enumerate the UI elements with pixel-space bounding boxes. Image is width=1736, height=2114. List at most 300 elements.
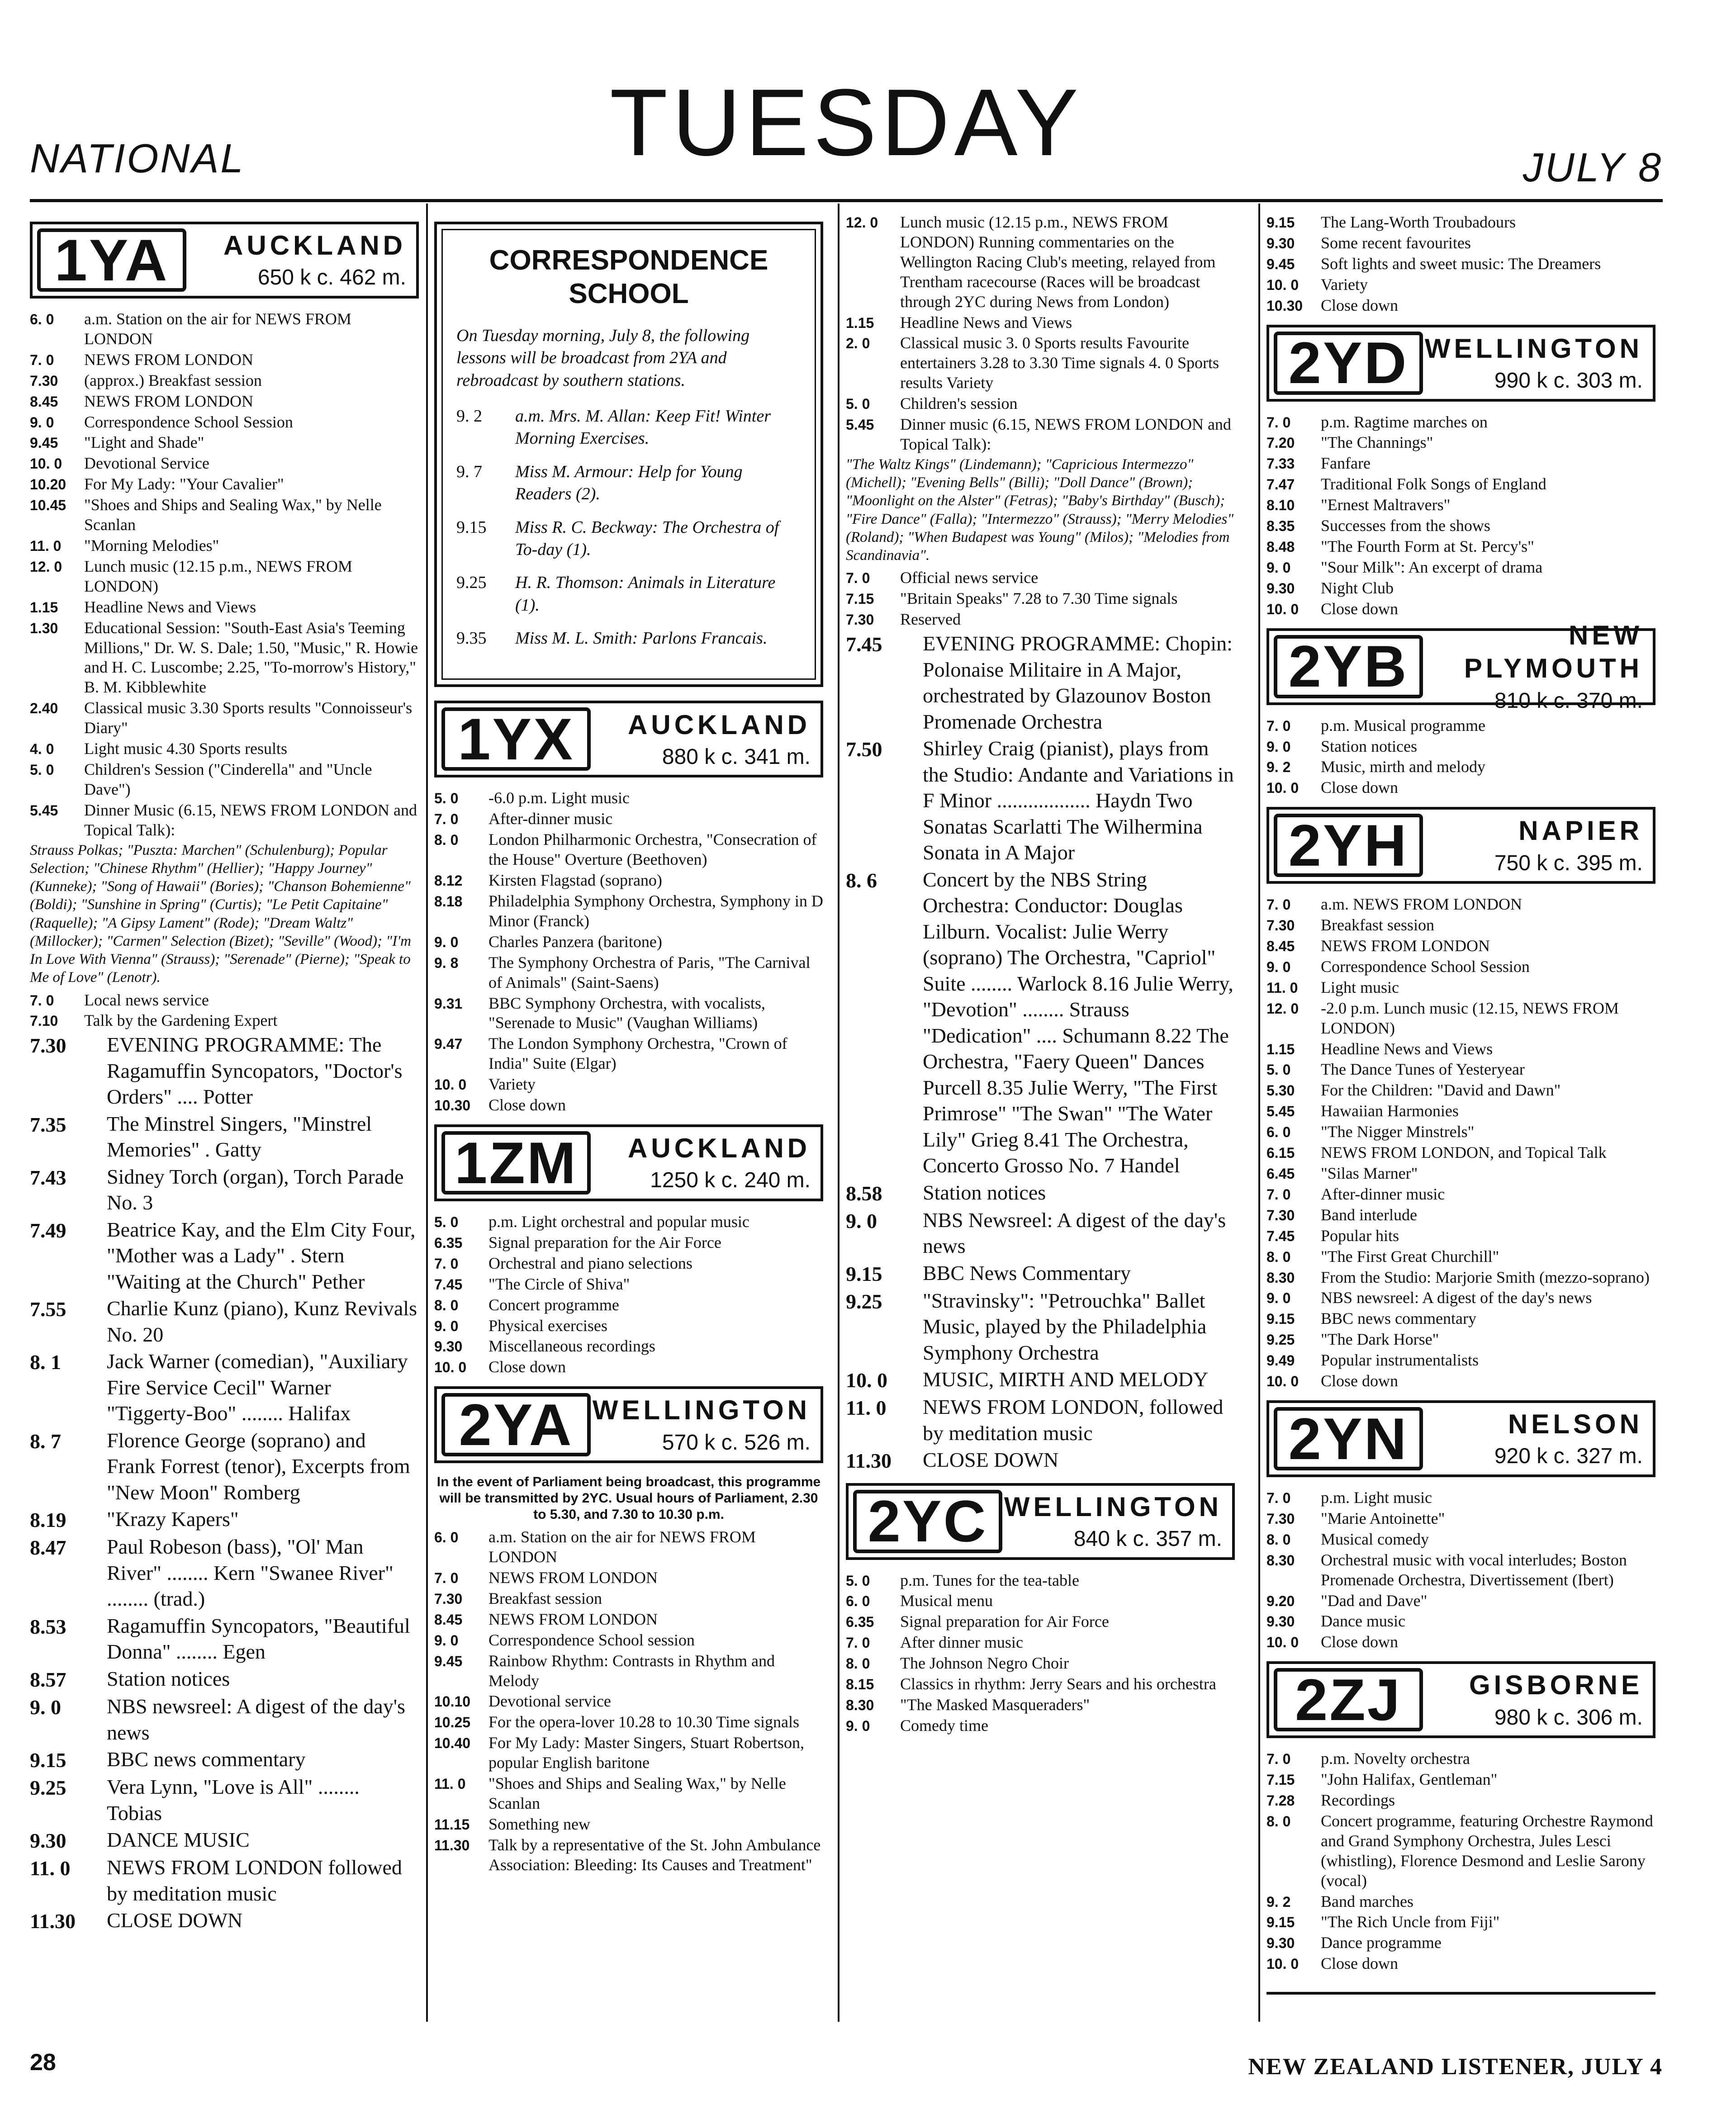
entry-time: 8. 1 [30, 1351, 61, 1374]
schedule-entry [30, 1746, 419, 1773]
entry-time: 11.30 [434, 1837, 470, 1853]
entry-time: 12. 0 [1266, 1000, 1299, 1017]
schedule-entry [30, 1217, 419, 1295]
schedule-entry [1266, 716, 1655, 736]
entry-time: 7.15 [846, 591, 874, 607]
schedule-entry [434, 1631, 823, 1650]
entry-text: Traditional Folk Songs of England [1321, 475, 1546, 493]
schedule-entry [846, 1394, 1235, 1446]
entry-time: 5.45 [846, 417, 874, 433]
entry-text: "Stravinsky": "Petrouchka" Ballet Music, played by the Philadelphia Symphony Orchestra [923, 1289, 1207, 1364]
entry-time: 8.10 [1266, 497, 1295, 514]
schedule-entry [30, 1666, 419, 1692]
schedule-entry [1266, 936, 1655, 956]
schedule-entry [30, 1295, 419, 1347]
schedule-entry [846, 568, 1235, 588]
schedule-entry [30, 371, 419, 391]
schedule-entry [434, 1316, 823, 1336]
entry-text: NEWS FROM LONDON [84, 350, 254, 369]
column-4 [1266, 213, 1655, 1999]
schedule-entry [456, 405, 801, 450]
schedule-entry [1266, 1226, 1655, 1246]
entry-time: 11.30 [30, 1910, 76, 1933]
entry-text: The Symphony Orchestra of Paris, "The Carnival of Animals" (Saint-Saens) [489, 953, 811, 991]
entry-time: 6.15 [1266, 1145, 1295, 1161]
schedule-entry [30, 698, 419, 738]
schedule-entry [30, 536, 419, 556]
entry-text: p.m. Novelty orchestra [1321, 1749, 1470, 1768]
entry-text: BBC news commentary [107, 1748, 306, 1771]
schedule-entry [1266, 1288, 1655, 1308]
entry-text: MUSIC, MIRTH AND MELODY [923, 1368, 1209, 1391]
schedule-list [846, 1571, 1235, 1736]
schedule-entry [1266, 915, 1655, 935]
entry-text: p.m. Ragtime marches on [1321, 412, 1488, 431]
entry-time: 10.40 [434, 1735, 471, 1752]
schedule-entry [434, 1275, 823, 1294]
column-divider [838, 204, 840, 2022]
schedule-list [30, 309, 419, 840]
schedule-entry [30, 412, 419, 432]
schedule-entry [1266, 895, 1655, 915]
station-logo: 2YC [853, 1490, 1002, 1553]
entry-text: "Light and Shade" [84, 433, 204, 452]
entry-time: 10. 0 [1266, 780, 1299, 796]
schedule-entry [1266, 495, 1655, 515]
entry-time: 10. 0 [1266, 1373, 1299, 1390]
entry-text: Miss M. Armour: Help for Young Readers (2). [515, 462, 743, 504]
column-1 [30, 213, 419, 1999]
entry-time: 9.31 [434, 995, 463, 1012]
schedule-entry [434, 1733, 823, 1773]
entry-time: 8.15 [846, 1676, 874, 1693]
entry-text: Miss R. C. Beckway: The Orchestra of To-day (1). [515, 517, 779, 559]
entry-text: DANCE MUSIC [107, 1828, 250, 1852]
entry-time: 9. 0 [30, 1696, 61, 1719]
station-city: AUCKLAND [223, 230, 406, 261]
entry-text: EVENING PROGRAMME: The Ragamuffin Syncopators, "Doctor's Orders" .... Potter [107, 1033, 403, 1109]
entry-text: The Minstrel Singers, "Minstrel Memories" . Gatty [107, 1112, 372, 1161]
entry-time: 8.48 [1266, 538, 1295, 555]
entry-time: 9.45 [1266, 256, 1295, 272]
entry-text: H. R. Thomson: Animals in Literature (1). [515, 573, 776, 615]
entry-text: Station notices [1321, 737, 1417, 755]
entry-text: "Dad and Dave" [1321, 1591, 1428, 1610]
entry-text: a.m. Station on the air for NEWS FROM LONDON [84, 310, 351, 348]
entry-time: 6.35 [434, 1234, 463, 1251]
station-box [1266, 1400, 1655, 1477]
entry-time: 9.25 [30, 1776, 66, 1800]
entry-time: 7.30 [434, 1590, 463, 1607]
entry-text: "Krazy Kapers" [107, 1507, 239, 1531]
schedule-list [846, 213, 1235, 455]
schedule-entry [1266, 757, 1655, 777]
entry-text: BBC news commentary [1321, 1309, 1476, 1328]
entry-time: 8.30 [1266, 1269, 1295, 1286]
entry-text: Successes from the shows [1321, 517, 1490, 535]
entry-text: NEWS FROM LONDON followed by meditation music [107, 1856, 402, 1905]
entry-time: 4. 0 [30, 741, 54, 758]
schedule-entry [434, 871, 823, 891]
entry-text: Official news service [900, 569, 1039, 587]
schedule-entry [846, 1207, 1235, 1259]
schedule-entry [1266, 1791, 1655, 1811]
schedule-entry [1266, 1122, 1655, 1142]
dinner-music-list: "The Waltz Kings" (Lindemann); "Capricious Intermezzo" (Michell); "Evening Bells" (Billi); "Doll Dance" (Brown); "Moonlight on the Alster" (Fetras); "Baby's Birthday" (Busch); "Fire Dance" (Falla); "Intermezzo" (Strauss); "Merry Melodies" (Roland); "When Budapest was Young" (Milos); "Melodies from Scandinavia". [846, 456, 1234, 564]
entry-time: 9.25 [846, 1289, 882, 1313]
entry-text: Lunch music (12.15 p.m., NEWS FROM LONDON) [84, 557, 352, 595]
entry-text: NBS newsreel: A digest of the day's news [107, 1695, 405, 1744]
entry-text: "Shoes and Ships and Sealing Wax," by Nelle Scanlan [489, 1774, 786, 1812]
entry-text: Talk by a representative of the St. John Ambulance Association: Bleeding: Its Causes and Treatment" [489, 1835, 821, 1874]
entry-text: Children's Session ("Cinderella" and "Uncle Dave") [84, 760, 372, 798]
station-logo: 2ZJ [1274, 1668, 1423, 1731]
entry-time: 6. 0 [434, 1529, 459, 1546]
schedule-entry [434, 788, 823, 808]
schedule-entry [434, 1610, 823, 1630]
station-box [434, 1124, 823, 1201]
entry-text: "Morning Melodies" [84, 536, 219, 555]
entry-time: 11. 0 [846, 1396, 887, 1420]
schedule-entry [846, 630, 1235, 735]
schedule-entry [1266, 1530, 1655, 1550]
station-logo: 1ZM [441, 1131, 591, 1194]
schedule-entry [846, 867, 1235, 1179]
entry-text: After dinner music [900, 1633, 1023, 1652]
entry-text: Orchestral and piano selections [489, 1254, 693, 1272]
entry-text: "The Fourth Form at St. Percy's" [1321, 537, 1534, 555]
schedule-entry [30, 1854, 419, 1906]
schedule-entry [1266, 1770, 1655, 1790]
station-frequency: 840 k c. 357 m. [1073, 1526, 1222, 1551]
schedule-entry [434, 1075, 823, 1095]
schedule-entry [434, 1651, 823, 1691]
entry-time: 10. 0 [1266, 1634, 1299, 1651]
entry-time: 7.55 [30, 1298, 66, 1321]
entry-time: 10.25 [434, 1714, 471, 1731]
entry-text: p.m. Musical programme [1321, 716, 1485, 735]
schedule-entry [434, 1589, 823, 1609]
entry-text: Popular instrumentalists [1321, 1351, 1479, 1370]
station-box [1266, 807, 1655, 884]
schedule-entry [846, 1288, 1235, 1366]
entry-text: Light music [1321, 978, 1399, 996]
entry-text: p.m. Light music [1321, 1488, 1432, 1507]
entry-text: NEWS FROM LONDON [489, 1610, 658, 1628]
entry-text: BBC News Commentary [923, 1261, 1131, 1285]
entry-text: Orchestral music with vocal interludes; Boston Promenade Orchestra, Divertissement (Ibert) [1321, 1550, 1627, 1589]
schedule-entry [846, 1366, 1235, 1393]
schedule-entry [1266, 978, 1655, 998]
entry-text: "Shoes and Ships and Sealing Wax," by Nelle Scanlan [84, 496, 382, 534]
schedule-entry [1266, 1330, 1655, 1350]
entry-text: Recordings [1321, 1791, 1395, 1810]
schedule-entry [846, 1633, 1235, 1653]
entry-time: 8.45 [30, 393, 58, 410]
schedule-entry [30, 618, 419, 698]
entry-time: 8.47 [30, 1536, 66, 1559]
station-frequency: 810 k c. 370 m. [1494, 688, 1643, 713]
entry-text: Lunch music (12.15 p.m., NEWS FROM LONDON) Running commentaries on the Wellington Racing Club's meeting, relayed from Trentham racecourse (Races will be broadcast through 2YC during News from London) [900, 213, 1216, 311]
schedule-entry [1266, 1509, 1655, 1529]
entry-time: 12. 0 [846, 214, 878, 231]
schedule-entry [846, 589, 1235, 609]
schedule-entry [434, 932, 823, 952]
entry-text: "The Dark Horse" [1321, 1330, 1439, 1349]
entry-text: Music, mirth and melody [1321, 758, 1485, 776]
schedule-entry [456, 517, 801, 561]
entry-time: 2. 0 [846, 335, 870, 352]
entry-text: Vera Lynn, "Love is All" ........ Tobias [107, 1775, 360, 1825]
entry-text: For My Lady: "Your Cavalier" [84, 475, 284, 493]
schedule-entry [1266, 1892, 1655, 1912]
schedule-entry [846, 1571, 1235, 1591]
schedule-entry [456, 627, 801, 649]
entry-time: 8. 0 [846, 1655, 870, 1672]
entry-text: Soft lights and sweet music: The Dreamers [1321, 254, 1601, 273]
entry-text: Light music 4.30 Sports results [84, 739, 287, 758]
station-box [434, 1386, 823, 1463]
schedule-entry [846, 394, 1235, 414]
entry-text: Florence George (soprano) and Frank Forrest (tenor), Excerpts from "New Moon" Romberg [107, 1428, 410, 1504]
station-city: GISBORNE [1469, 1670, 1643, 1701]
schedule-entry [846, 1591, 1235, 1611]
entry-text: Kirsten Flagstad (soprano) [489, 871, 662, 890]
station-frequency: 880 k c. 341 m. [662, 744, 811, 769]
station-city: WELLINGTON [592, 1395, 811, 1426]
entry-text: CLOSE DOWN [107, 1909, 243, 1932]
entry-time: 1.15 [1266, 1041, 1295, 1057]
entry-text: a.m. Station on the air for NEWS FROM LONDON [489, 1528, 756, 1566]
entry-text: Close down [1321, 296, 1398, 314]
entry-time: 11. 0 [30, 1857, 71, 1880]
station-box [846, 1483, 1235, 1560]
entry-text: The London Symphony Orchestra, "Crown of India" Suite (Elgar) [489, 1034, 787, 1073]
schedule-entry [1266, 1247, 1655, 1267]
schedule-entry [434, 1254, 823, 1274]
column-3 [846, 213, 1235, 1999]
schedule-entry [846, 213, 1235, 312]
entry-text: Variety [1321, 275, 1368, 294]
entry-time: 7.47 [1266, 476, 1295, 493]
station-logo: 2YH [1274, 814, 1423, 877]
schedule-entry [434, 809, 823, 829]
schedule-entry [1266, 516, 1655, 536]
entry-time: 9. 0 [434, 934, 459, 950]
entry-time: 7.45 [1266, 1228, 1295, 1244]
entry-time: 10.30 [1266, 297, 1303, 314]
entry-time: 9.30 [1266, 235, 1295, 251]
entry-text: Close down [1321, 1372, 1398, 1390]
entry-text: Charles Panzera (baritone) [489, 932, 662, 951]
schedule-entry [1266, 1039, 1655, 1059]
schedule-entry [30, 1907, 419, 1934]
entry-text: p.m. Light orchestral and popular music [489, 1212, 749, 1231]
entry-text: Close down [1321, 599, 1398, 618]
entry-time: 7.30 [846, 611, 874, 628]
entry-text: p.m. Tunes for the tea-table [900, 1571, 1079, 1589]
entry-text: Educational Session: "South-East Asia's Teeming Millions," Dr. W. S. Dale; 1.50, "Music," R. Howie and H. C. Luscombe; 2.25, "To-morrow's History," B. M. Kibblewhite [84, 618, 418, 697]
dinner-music-list: Strauss Polkas; "Puszta: Marchen" (Schulenburg); Popular Selection; "Chinese Rhythm" (Hellier); "Happy Journey" (Kunneke); "Song of Hawaii" (Bories); "Chanson Bohemienne" (Boldi); "Sunshine in Spring" (Curtis); "Le Petit Capitaine" (Raquelle); "A Gipsy Lament" (Rode); "Dream Waltz" (Millocker); "Carmen" Selection (Bizet); "Seville" (Wood); "I'm In Love With Vienna" (Strauss); "Serenade" (Pierne); "Speak to Me of Love" (Lenotr). [30, 842, 412, 986]
entry-text: The Lang-Worth Troubadours [1321, 213, 1516, 231]
entry-text: "The Masked Masqueraders" [900, 1695, 1090, 1714]
entry-time: 9. 2 [456, 406, 482, 426]
entry-time: 7.10 [30, 1013, 58, 1029]
entry-text: "Britain Speaks" 7.28 to 7.30 Time signals [900, 589, 1178, 608]
schedule-list [1266, 1488, 1655, 1652]
entry-text: Headline News and Views [1321, 1039, 1493, 1058]
schedule-list [30, 991, 419, 1031]
schedule-entry [1266, 537, 1655, 557]
entry-time: 7.30 [1266, 1207, 1295, 1223]
schedule-entry [30, 1032, 419, 1110]
entry-text: EVENING PROGRAMME: Chopin: Polonaise Militaire in A Major, orchestrated by Glazounov Boston Promenade Orchestra [923, 632, 1233, 733]
entry-time: 10. 0 [1266, 601, 1299, 617]
correspondence-school-box [434, 222, 823, 687]
entry-text: Musical menu [900, 1592, 993, 1610]
entry-time: 5. 0 [434, 1213, 459, 1230]
station-box [1266, 1661, 1655, 1738]
schedule-entry [456, 461, 801, 506]
entry-time: 7. 0 [846, 570, 870, 587]
schedule-entry [1266, 1101, 1655, 1121]
schedule-entry [1266, 1143, 1655, 1163]
entry-time: 9. 0 [434, 1632, 459, 1649]
entry-text: Miscellaneous recordings [489, 1337, 655, 1356]
entry-text: Dinner music (6.15, NEWS FROM LONDON and Topical Talk): [900, 415, 1231, 453]
schedule-entry [846, 1674, 1235, 1694]
entry-time: 10.20 [30, 476, 66, 493]
entry-text: -6.0 p.m. Light music [489, 789, 630, 807]
schedule-entry [846, 610, 1235, 630]
date-label: JULY 8 [1523, 145, 1663, 190]
entry-text: "The Rich Uncle from Fiji" [1321, 1913, 1500, 1931]
schedule-entry [1266, 254, 1655, 274]
entry-time: 9.15 [1266, 1914, 1295, 1931]
entry-time: 8. 0 [434, 832, 459, 848]
entry-time: 7. 0 [1266, 1751, 1291, 1768]
entry-time: 7. 0 [1266, 717, 1291, 734]
schedule-list [1266, 1749, 1655, 1974]
entry-text: "The Channings" [1321, 433, 1433, 452]
station-frequency: 980 k c. 306 m. [1494, 1705, 1643, 1730]
day-title: TUESDAY [609, 69, 1083, 175]
entry-time: 11.30 [846, 1449, 892, 1473]
schedule-entry [1266, 737, 1655, 757]
entry-time: 7.30 [30, 1034, 66, 1057]
entry-text: Sidney Torch (organ), Torch Parade No. 3 [107, 1165, 404, 1214]
entry-time: 8. 0 [1266, 1531, 1291, 1548]
entry-time: 9.30 [434, 1338, 463, 1355]
entry-text: The Johnson Negro Choir [900, 1654, 1069, 1673]
entry-text: Popular hits [1321, 1226, 1399, 1245]
entry-time: 11. 0 [30, 537, 62, 554]
entry-time: 9. 7 [456, 462, 482, 481]
entry-time: 10. 0 [434, 1076, 467, 1093]
entry-time: 7.30 [30, 372, 58, 389]
entry-time: 1.15 [846, 314, 874, 331]
station-frequency: 990 k c. 303 m. [1494, 368, 1643, 393]
entry-time: 10. 0 [434, 1359, 467, 1376]
entry-time: 9.30 [1266, 1613, 1295, 1630]
schedule-entry [30, 1427, 419, 1506]
entry-text: Signal preparation for the Air Force [489, 1233, 721, 1251]
schedule-list [1266, 412, 1655, 619]
station-logo: 1YA [37, 228, 186, 292]
schedule-entry [1266, 1591, 1655, 1611]
schedule-entry [30, 392, 419, 412]
schedule-entry [1266, 1954, 1655, 1974]
entry-time: 7.30 [1266, 917, 1295, 934]
entry-time: 9.30 [1266, 1935, 1295, 1952]
entry-text: After-dinner music [1321, 1185, 1445, 1203]
schedule-entry [846, 415, 1235, 455]
station-city: NELSON [1508, 1409, 1643, 1440]
entry-text: a.m. NEWS FROM LONDON [1321, 895, 1522, 914]
schedule-entry [1266, 454, 1655, 474]
entry-text: Beatrice Kay, and the Elm City Four, "Mother was a Lady" . Stern "Waiting at the Church" Pether [107, 1218, 416, 1293]
schedule-entry [1266, 1185, 1655, 1204]
entry-time: 9. 0 [846, 1717, 870, 1734]
schedule-entry [30, 991, 419, 1010]
entry-time: 6. 0 [1266, 1124, 1291, 1141]
schedule-entry [1266, 1351, 1655, 1370]
schedule-entry [1266, 233, 1655, 253]
schedule-entry [30, 1774, 419, 1826]
entry-time: 8.57 [30, 1668, 66, 1691]
schedule-entry [1266, 412, 1655, 432]
entry-text: Correspondence School session [489, 1631, 695, 1649]
schedule-entry [1266, 999, 1655, 1038]
entry-text: Paul Robeson (bass), "Ol' Man River" ........ Kern "Swanee River" ........ (trad.) [107, 1535, 394, 1611]
entry-time: 9.15 [30, 1749, 66, 1772]
schedule-entry [1266, 433, 1655, 453]
entry-time: 7.45 [846, 633, 882, 656]
entry-text: Close down [1321, 1633, 1398, 1651]
entry-time: 10.10 [434, 1693, 471, 1710]
entry-text: Station notices [107, 1667, 230, 1690]
entry-text: Headline News and Views [84, 597, 256, 616]
station-frequency: 750 k c. 395 m. [1494, 851, 1643, 875]
schedule-entry [1266, 1912, 1655, 1932]
entry-text: (approx.) Breakfast session [84, 371, 262, 389]
entry-time: 9.15 [1266, 214, 1295, 231]
schedule-entry [30, 739, 419, 759]
schedule-entry [1266, 474, 1655, 494]
entry-text: Close down [1321, 1954, 1398, 1973]
schedule-entry [456, 572, 801, 616]
entry-text: "The First Great Churchill" [1321, 1247, 1499, 1266]
schedule-entry [30, 1827, 419, 1853]
schedule-entry [30, 454, 419, 474]
entry-text: NBS newsreel: A digest of the day's news [1321, 1289, 1592, 1307]
schedule-entry [1266, 558, 1655, 578]
station-logo: 2YD [1274, 332, 1423, 395]
entry-time: 8.58 [846, 1181, 882, 1205]
entry-time: 5. 0 [846, 1572, 870, 1589]
entry-text: Some recent favourites [1321, 233, 1471, 252]
entry-time: 5.30 [1266, 1082, 1295, 1099]
entry-text: Dance programme [1321, 1934, 1442, 1952]
entry-time: 11. 0 [434, 1776, 466, 1792]
station-frequency: 920 k c. 327 m. [1494, 1444, 1643, 1469]
schedule-entry [434, 1337, 823, 1356]
schedule-entry [1266, 1632, 1655, 1652]
entry-time: 7. 0 [30, 992, 54, 1009]
entry-text: "Silas Marner" [1321, 1164, 1418, 1182]
station-city: NAPIER [1518, 815, 1643, 846]
station-city: WELLINGTON [1004, 1491, 1222, 1522]
